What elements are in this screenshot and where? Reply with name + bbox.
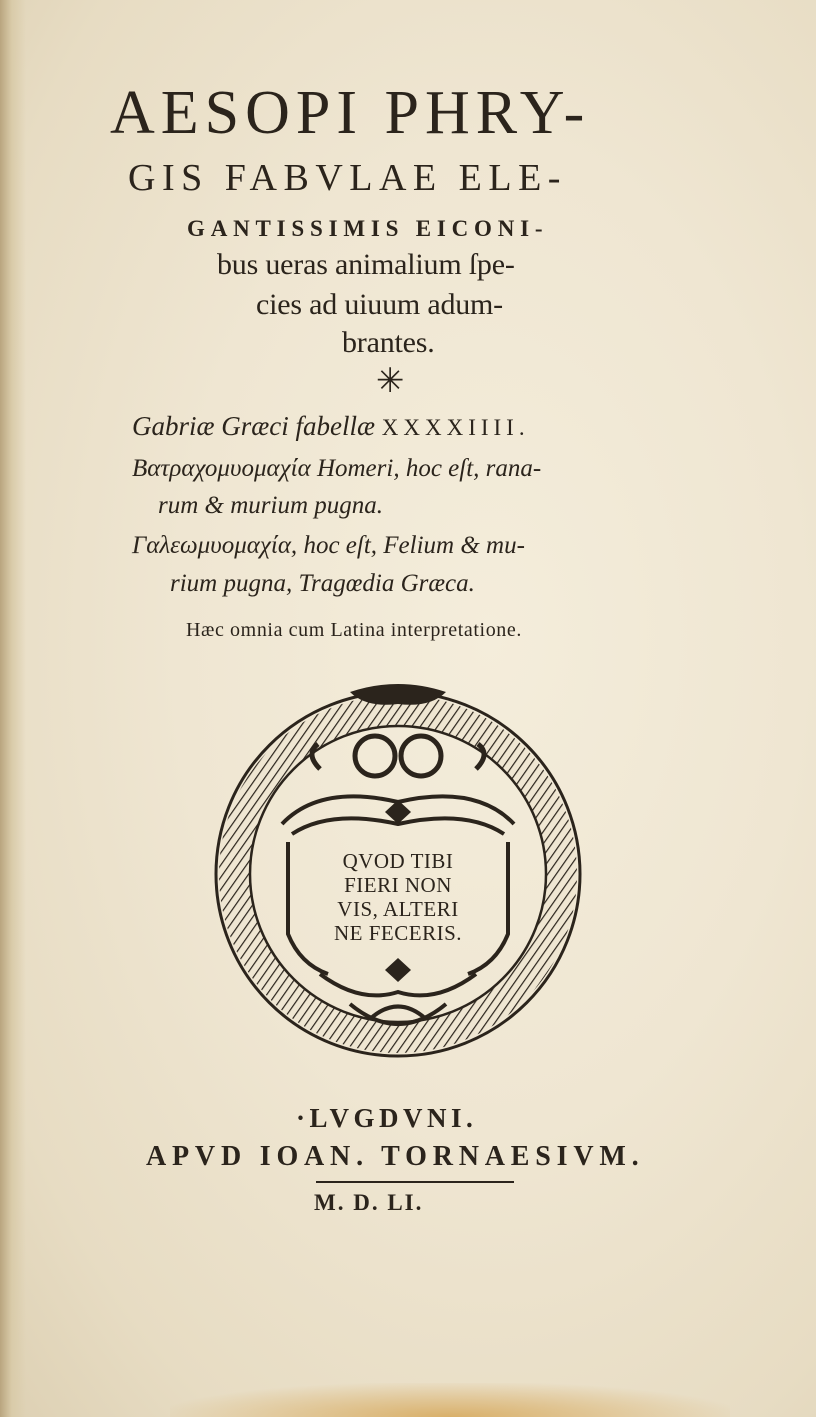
binding-edge (0, 0, 26, 1417)
imprint-printer: APVD IOAN. TORNAESIVM. (146, 1141, 645, 1172)
imprint-rule (316, 1181, 514, 1183)
printer-device-emblem (200, 674, 596, 1070)
title-line-2: GIS FABVLAE ELE- (128, 157, 567, 199)
imprint-place: ·LVGDVNI. (296, 1103, 478, 1133)
motto-line-3: VIS, ALTERI (337, 897, 459, 921)
contents-greek-galeomyomachia: Γαλεωμυομαχία, (132, 532, 298, 559)
contents-gabrias: Gabriæ Græci fabellæ (132, 411, 376, 441)
contents-line-2 (132, 455, 541, 483)
contents-homer: Homeri, hoc eſt, rana- (316, 455, 542, 482)
contents-greek-batrachomyomachia: Βατραχομυομαχία (132, 455, 311, 482)
interpretation-note: Hæc omnia cum Latina interpretatione. (186, 619, 522, 641)
fleuron-bottom (385, 958, 411, 982)
contents-line-5: rium pugna, Tragœdia Græca. (170, 570, 475, 597)
title-line-3: GANTISSIMIS EICONI- (187, 216, 549, 241)
device-motto (334, 849, 462, 945)
asterism-ornament-icon: ✳ (376, 361, 405, 401)
imprint-year: M. D. LI. (314, 1190, 424, 1215)
paper-stain (170, 1383, 730, 1417)
contents-felium: hoc eſt, Felium & mu- (303, 532, 525, 559)
title-line-5: cies ad uiuum adum- (256, 288, 503, 321)
motto-line-1: QVOD TIBI (342, 849, 454, 873)
title-line-4: bus ueras animalium ſpe- (217, 248, 515, 281)
contents-line-1 (132, 411, 530, 442)
title-line-1: AESOPI PHRY- (110, 79, 591, 147)
contents-numeral: XXXXIIII. (381, 415, 530, 440)
contents-line-3: rum & murium pugna. (158, 492, 384, 519)
scroll-knot (312, 736, 484, 776)
contents-line-4 (132, 532, 525, 560)
title-line-6: brantes. (342, 326, 435, 359)
motto-line-4: NE FECERIS. (333, 921, 463, 945)
motto-line-2: FIERI NON (344, 873, 452, 897)
